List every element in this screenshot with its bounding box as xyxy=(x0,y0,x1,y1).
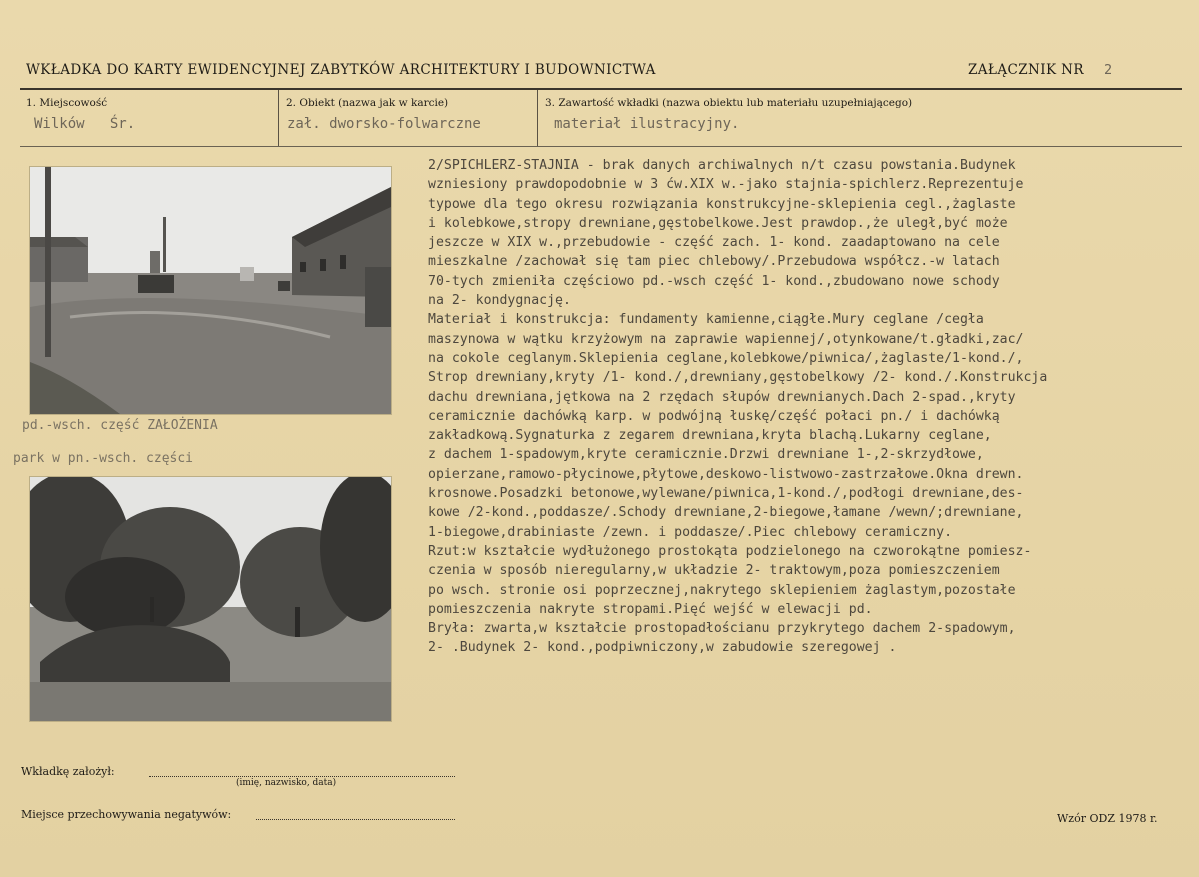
object-value: zał. dworsko-folwarczne xyxy=(287,116,481,132)
description-line: wzniesiony prawdopodobnie w 3 ćw.XIX w.-jako stajnia-spichlerz.Reprezentuje xyxy=(428,177,1024,193)
header-rule xyxy=(20,88,1182,90)
description-line: Bryła: zwarta,w kształcie prostopadłościanu przykrytego dachem 2-spadowym, xyxy=(428,621,1016,637)
object-label: 2. Obiekt (nazwa jak w karcie) xyxy=(286,97,449,109)
description-line: 2/SPICHLERZ-STAJNIA - brak danych archiwalnych n/t czasu powstania.Budynek xyxy=(428,158,1016,173)
description-text xyxy=(428,156,1194,658)
description-line: jeszcze w XIX w.,przebudowie - część zach. 1- kond. zaadaptowano na cele xyxy=(428,235,1000,251)
description-line: dachu drewniana,jętkowa na 2 rzędach słupów drewnianych.Dach 2-spad.,kryty xyxy=(428,389,1016,405)
description-line: Materiał i konstrukcja: fundamenty kamienne,ciągłe.Mury ceglane /cegła xyxy=(428,312,984,328)
description-line: ceramicznie dachówką karp. w podwójną łuskę/część połaci pn./ i dachówką xyxy=(428,408,1000,424)
field-divider xyxy=(278,90,279,147)
negatives-label: Miejsce przechowywania negatywów: xyxy=(21,808,232,821)
description-line: kowe /2-kond.,poddasze/.Schody drewniane,2-biegowe,łamane /wewn/;drewniane, xyxy=(428,505,1024,521)
negatives-line xyxy=(256,818,455,820)
fields-rule xyxy=(20,146,1182,147)
description-line: Strop drewniany,kryty /1- kond./,drewniany,gęstobelkowy /2- kond./.Konstrukcja xyxy=(428,370,1048,386)
locality-label: 1. Miejscowość xyxy=(26,97,108,109)
field-divider xyxy=(537,90,538,147)
description-line: Rzut:w kształcie wydłużonego prostokąta podzielonego na czworokątne pomiesz- xyxy=(428,543,1032,559)
description-line: zakładkową.Sygnaturka z zegarem drewniana,kryta blachą.Lukarny ceglane, xyxy=(428,428,992,444)
photo2-caption: park w pn.-wsch. części xyxy=(13,451,194,466)
contents-value: materiał ilustracyjny. xyxy=(554,116,740,132)
description-line: opierzane,ramowo-płycinowe,płytowe,deskowo-listwowo-zastrzałowe.Okna drewn. xyxy=(428,466,1024,482)
description-line: typowe dla tego okresu rozwiązania konstrukcyjne-sklepienia cegl.,żaglaste xyxy=(428,196,1016,212)
description-line: na 2- kondygnację. xyxy=(428,293,571,309)
contents-label: 3. Zawartość wkładki (nazwa obiektu lub materiału uzupełniającego) xyxy=(545,97,913,109)
description-line: z dachem 1-spadowym,kryte ceramicznie.Drzwi drewniane 1-,2-skrzydłowe, xyxy=(428,447,984,463)
photo1-caption: pd.-wsch. część ZAŁOŻENIA xyxy=(22,418,218,433)
farmyard-photo xyxy=(29,166,392,415)
locality-value: Wilków Śr. xyxy=(34,116,136,132)
inserted-by-hint: (imię, nazwisko, data) xyxy=(236,778,337,788)
card-title: WKŁADKA DO KARTY EWIDENCYJNEJ ZABYTKÓW ARCHITEKTURY I BUDOWNICTWA xyxy=(26,62,656,78)
description-line: pomieszczenia nakryte stropami.Pięć wejść w elewacji pd. xyxy=(428,601,873,617)
park-photo xyxy=(29,476,392,722)
attachment-label: ZAŁĄCZNIK NR xyxy=(968,62,1084,78)
description-line: 70-tych zmieniła częściowo pd.-wsch część 1- kond.,zbudowano nowe schody xyxy=(428,273,1000,289)
description-line: czenia w sposób nieregularny,w układzie 2- traktowym,poza pomieszczeniem xyxy=(428,563,1000,579)
description-line: 1-biegowe,drabiniaste /zewn. i poddasze/.Piec chlebowy ceramiczny. xyxy=(428,524,953,540)
attachment-number: 2 xyxy=(1104,62,1113,78)
description-line: 2- .Budynek 2- kond.,podpiwniczony,w zabudowie szeregowej . xyxy=(428,640,897,656)
description-line: po wsch. stronie osi poprzecznej,nakrytego sklepieniem żaglastym,pozostałe xyxy=(428,582,1016,598)
description-line: na cokole ceglanym.Sklepienia ceglane,kolebkowe/piwnica/,żaglaste/1-kond./, xyxy=(428,350,1024,366)
description-line: maszynowa w wątku krzyżowym na zaprawie wapiennej/,otynkowane/t.gładki,zac/ xyxy=(428,331,1024,347)
inserted-by-label: Wkładkę założył: xyxy=(21,765,115,778)
inserted-by-line xyxy=(149,775,455,777)
description-line: mieszkalne /zachował się tam piec chlebowy/.Przebudowa współcz.-w latach xyxy=(428,254,1000,270)
description-line: krosnowe.Posadzki betonowe,wylewane/piwnica,1-kond./,podłogi drewniane,des- xyxy=(428,486,1024,502)
form-model: Wzór ODZ 1978 r. xyxy=(1057,812,1158,825)
description-line: i kolebkowe,stropy drewniane,gęstobelkowe.Jest prawdop.,że uległ,być może xyxy=(428,215,1008,231)
